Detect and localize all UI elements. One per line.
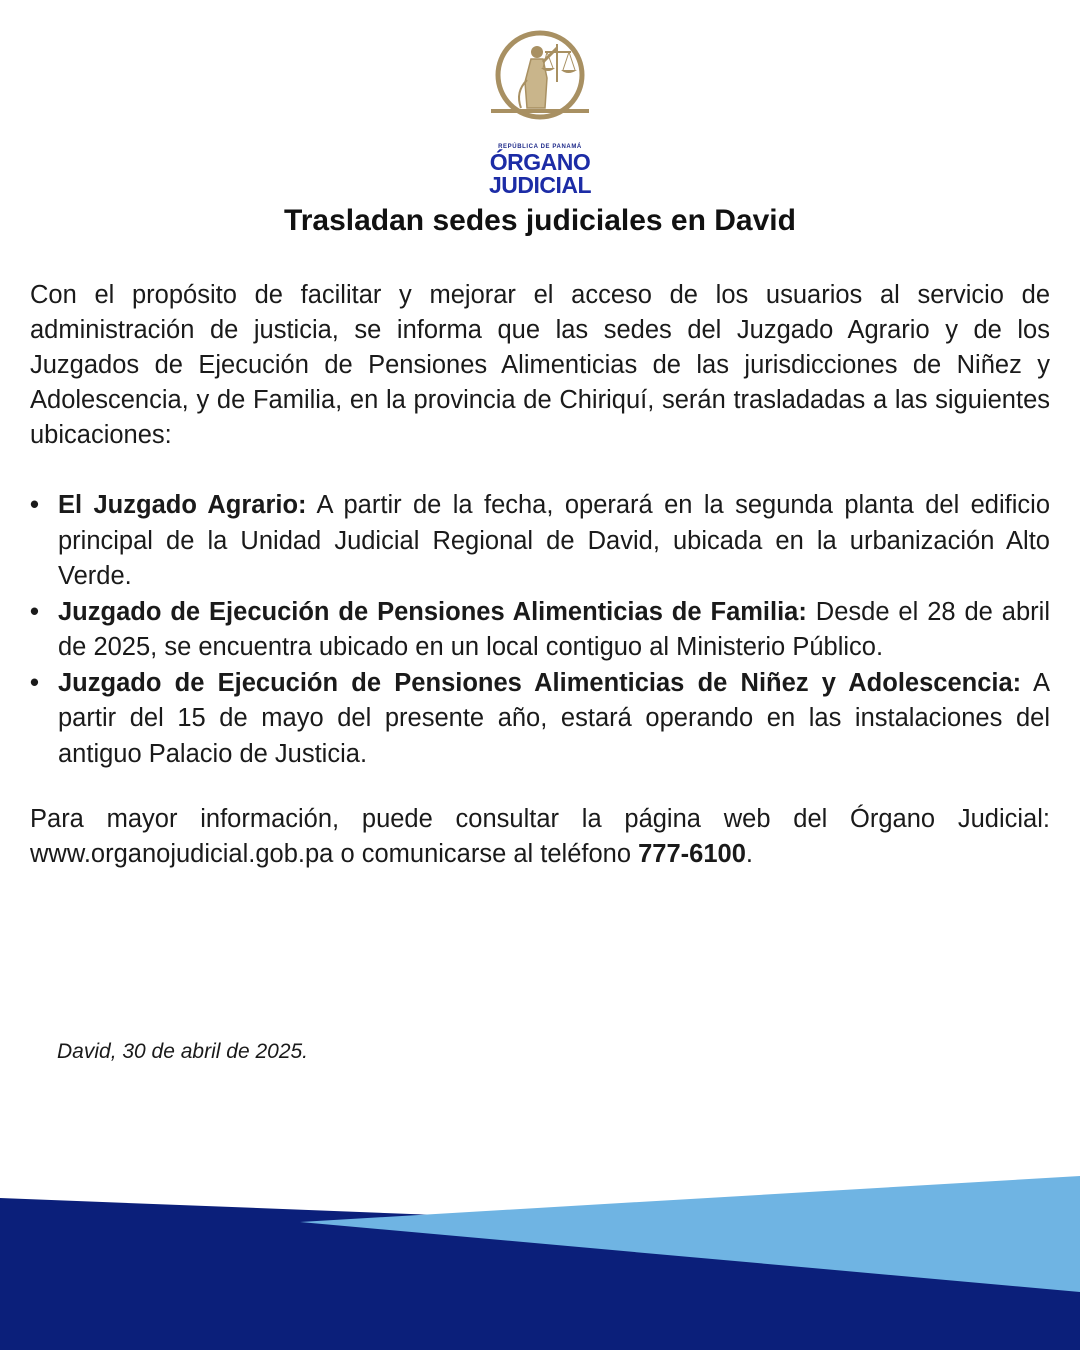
document-date: David, 30 de abril de 2025. — [57, 1040, 309, 1063]
lady-justice-emblem-icon — [485, 30, 595, 145]
page-title: Trasladan sedes judiciales en David — [284, 204, 796, 237]
list-item — [30, 488, 1050, 595]
list-item-heading: El Juzgado Agrario: — [58, 491, 307, 519]
bullet-icon: • — [30, 491, 39, 519]
locations-list — [30, 488, 1050, 772]
list-item — [30, 595, 1050, 666]
list-item-heading: Juzgado de Ejecución de Pensiones Alimenticias de Niñez y Adolescencia: — [58, 668, 1022, 697]
list-item-heading: Juzgado de Ejecución de Pensiones Alimenticias de Familia: — [58, 597, 807, 626]
logo-organo-text: ÓRGANO — [489, 149, 591, 175]
closing-paragraph — [30, 802, 1050, 872]
intro-paragraph: Con el propósito de facilitar y mejorar el acceso de los usuarios al servicio de administración de justicia, se informa que las sedes del Juzgado Agrario y de los Juzgados de Ejecución de Pensiones Alimenticias de las jurisdicciones de Niñez y Adolescencia, y de Familia, en la provincia de Chiriquí, serán trasladadas a las siguientes ubicaciones: — [30, 281, 1050, 449]
closing-end: . — [745, 840, 753, 868]
logo-judicial-text: JUDICIAL — [488, 172, 592, 198]
footer-wave-decoration — [0, 1170, 1080, 1350]
organo-judicial-logo — [485, 30, 595, 198]
phone-number: 777-6100 — [638, 840, 746, 868]
list-item-text: A partir del 15 de mayo del presente año, estará operando en las instalaciones del antiguo Palacio de Justicia. — [58, 668, 1051, 768]
list-item-text: Desde el 28 de abril de 2025, se encuentra ubicado en un local contiguo al Ministerio Público. — [58, 597, 1050, 661]
list-item — [30, 666, 1050, 773]
closing-text: Para mayor información, puede consultar la página web del Órgano Judicial: www.organojudicial.gob.pa o comunicarse al teléfono — [30, 805, 1050, 868]
list-item-text: A partir de la fecha, operará en la segunda planta del edificio principal de la Unidad Judicial Regional de David, ubicada en la urbanización Alto Verde. — [58, 491, 1050, 590]
logo-republica-text: REPÚBLICA DE PANAMÁ — [498, 144, 582, 150]
bullet-icon: • — [30, 668, 39, 697]
bullet-icon: • — [30, 597, 39, 626]
